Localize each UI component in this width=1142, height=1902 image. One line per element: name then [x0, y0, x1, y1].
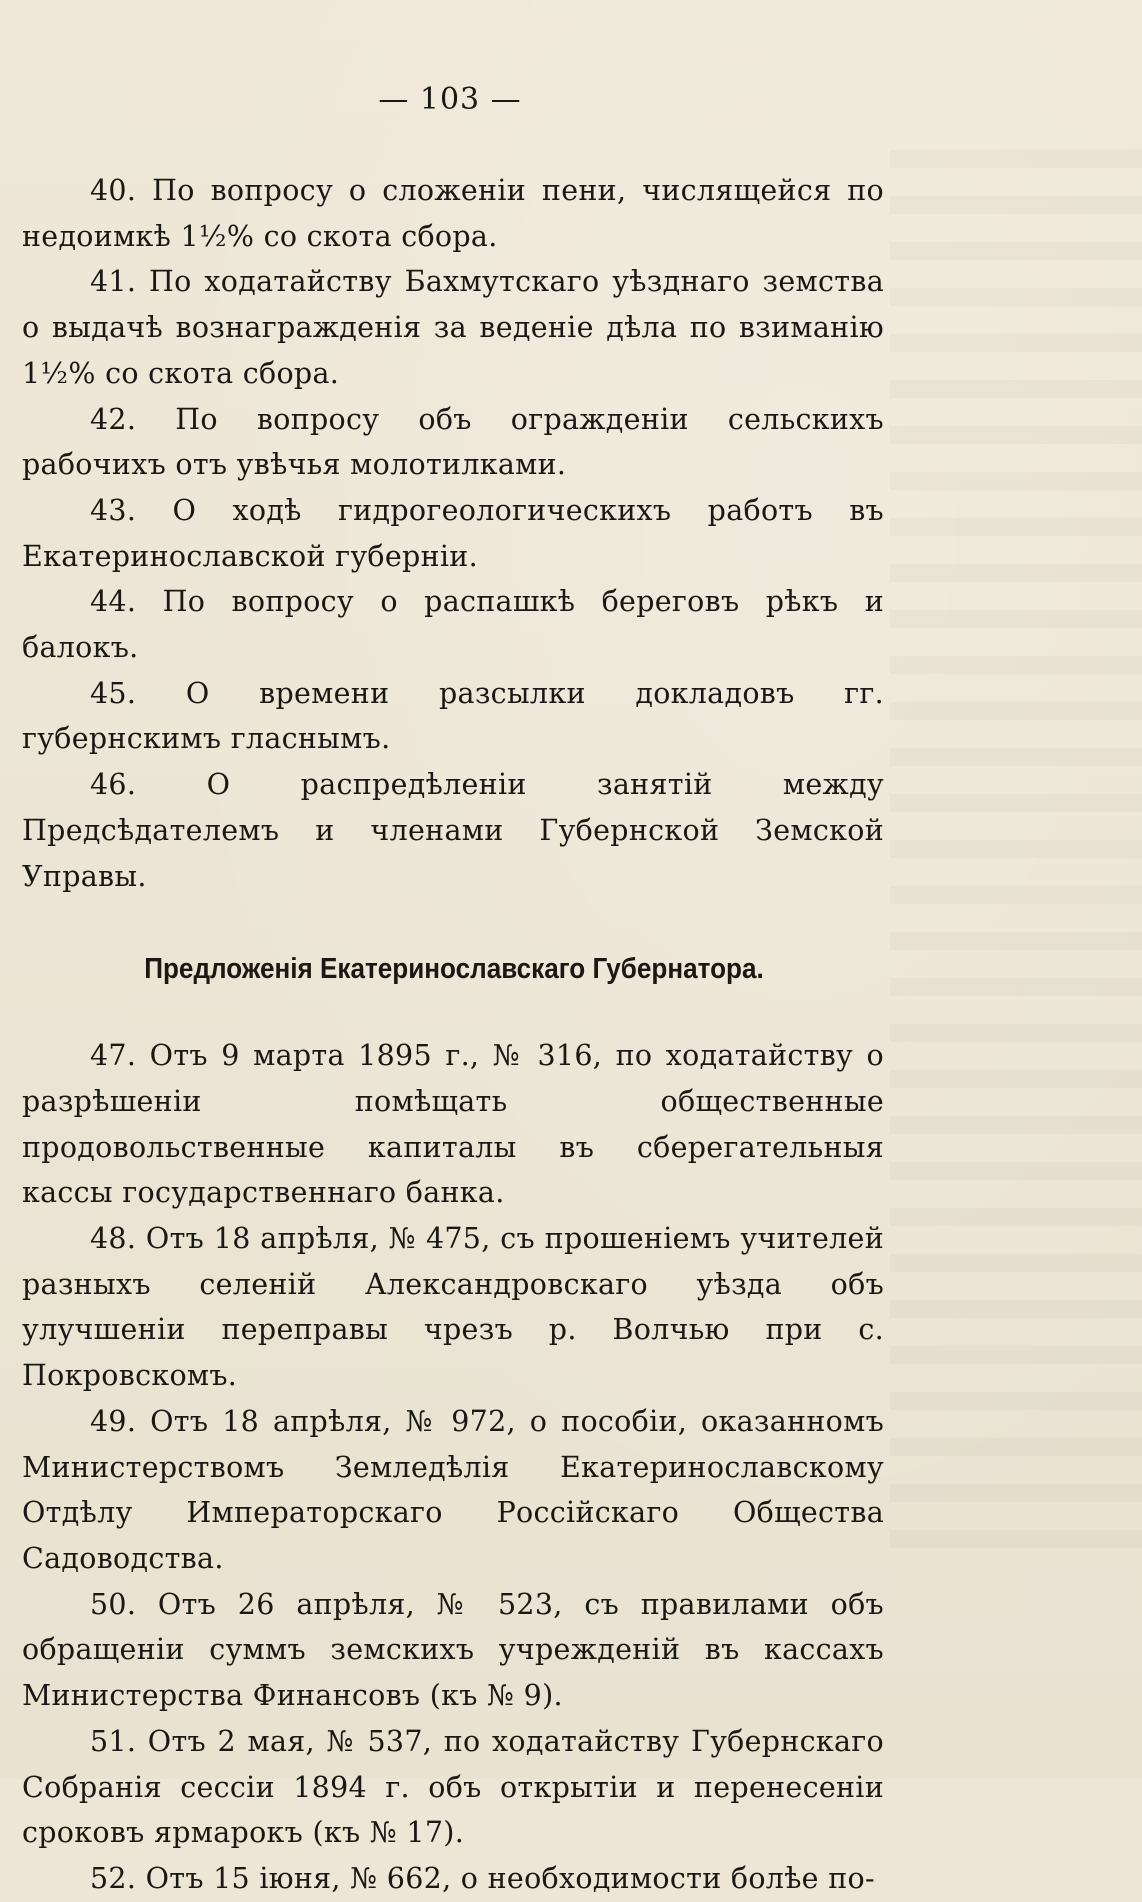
item-44: 44. По вопросу о распашкѣ береговъ рѣкъ и балокъ.	[22, 585, 884, 665]
item-48: 48. Отъ 18 апрѣля, № 475, съ прошеніемъ учителей разныхъ селеній Александровскаго уѣзда объ улучшеніи переправы чрезъ р. Волчью при с. Покровскомъ.	[22, 1222, 884, 1393]
bleed-through-margin	[890, 150, 1142, 1550]
item-51: 51. Отъ 2 мая, № 537, по ходатайству Губернскаго Собранія сессіи 1894 г. объ открытіи и перенесеніи сроковъ ярмарокъ (къ № 17).	[22, 1724, 884, 1850]
item-52: 52. Отъ 15 іюня, № 662, о необходимости болѣе по-	[90, 1861, 875, 1895]
body-text	[22, 168, 884, 1902]
item-43: 43. О ходѣ гидрогеологическихъ работъ въ Екатеринославской губерніи.	[22, 493, 884, 573]
item-46: 46. О распредѣленіи занятій между Предсѣдателемъ и членами Губернской Земской Управы.	[22, 768, 884, 893]
item-42: 42. По вопросу объ огражденіи сельскихъ рабочихъ отъ увѣчья молотилками.	[22, 402, 884, 482]
page-number: — 103 —	[378, 82, 522, 117]
item-45: 45. О времени разсылки докладовъ гг. губернскимъ гласнымъ.	[22, 676, 884, 756]
item-41: 41. По ходатайству Бахмутскаго уѣзднаго земства о выдачѣ вознагражденія за веденіе дѣла по взиманію 1½% со скота сбора.	[22, 265, 884, 390]
item-49: 49. Отъ 18 апрѣля, № 972, о пособіи, оказанномъ Министерствомъ Земледѣлія Екатеринославскому Отдѣлу Императорскаго Россійскаго Общества Садоводства.	[22, 1404, 884, 1575]
item-47: 47. Отъ 9 марта 1895 г., № 316, по ходатайству о разрѣшеніи помѣщать общественные продовольственные капиталы въ сберегательныя кассы государственнаго банка.	[22, 1039, 884, 1210]
item-40: 40. По вопросу о сложеніи пени, числящейся по недоимкѣ 1½% со скота сбора.	[22, 174, 884, 253]
item-50: 50. Отъ 26 апрѣля, № 523, съ правилами объ обращеніи суммъ земскихъ учрежденій въ кассахъ Министерства Финансовъ (къ № 9).	[22, 1587, 884, 1713]
section-heading: Предложенія Екатеринославскаго Губернатора.	[144, 953, 764, 986]
